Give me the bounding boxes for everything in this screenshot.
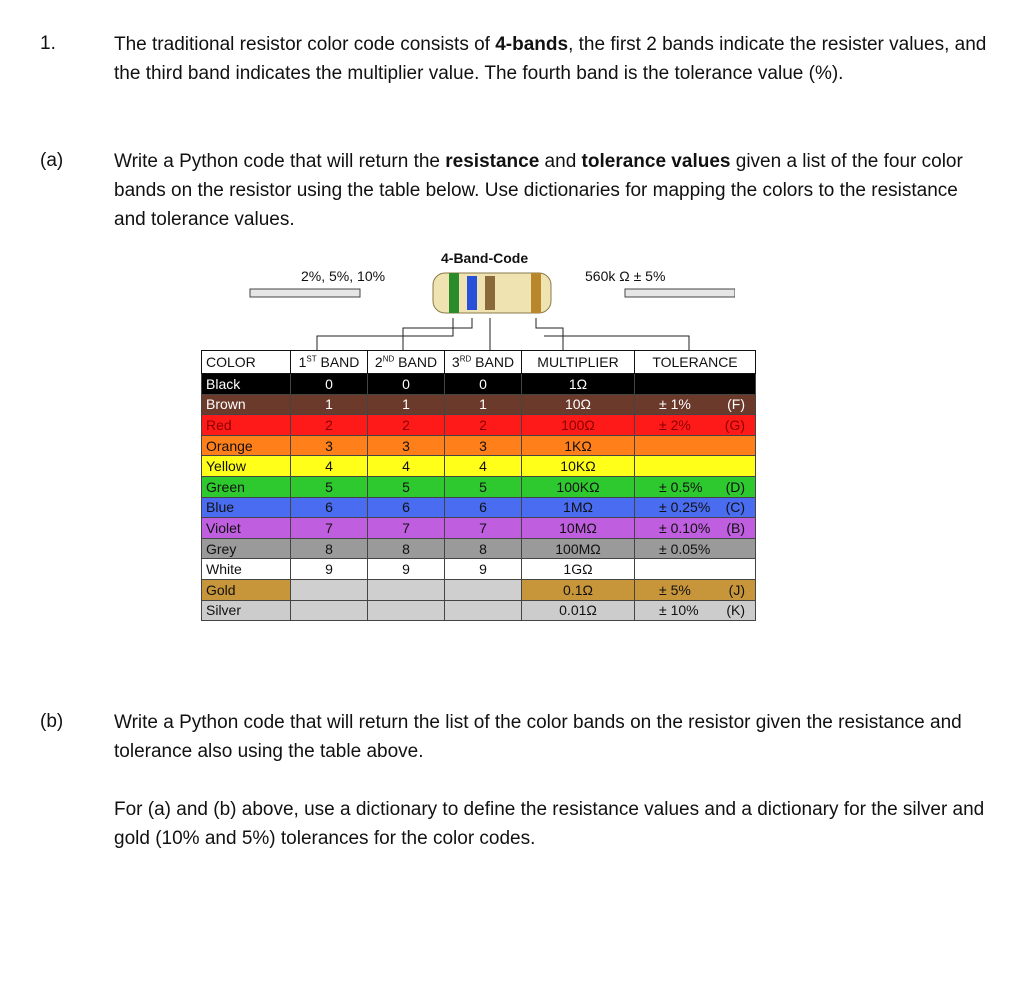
cell-multiplier: 10KΩ [522,456,635,477]
part-a-t1: Write a Python code that will return the [114,151,446,172]
cell-band-3: 8 [445,538,522,559]
table-row [202,394,756,415]
cell-tolerance [635,394,756,415]
table-row [202,600,756,621]
cell-multiplier: 1KΩ [522,435,635,456]
cell-multiplier: 0.1Ω [522,579,635,600]
table-row [202,374,756,395]
cell-multiplier: 100MΩ [522,538,635,559]
part-a-b2: tolerance values [581,151,731,172]
cell-tolerance [635,579,756,600]
cell-multiplier: 1MΩ [522,497,635,518]
cell-band-2: 3 [368,435,445,456]
cell-band-1: 2 [291,415,368,436]
cell-tolerance [635,476,756,497]
header-color: COLOR [202,351,291,374]
cell-tolerance [635,559,756,580]
cell-band-3 [445,600,522,621]
resistor-diagram [245,248,735,360]
band-4 [531,273,541,313]
header-band-1: 1ST BAND [291,351,368,374]
cell-tolerance [635,538,756,559]
cell-band-2: 2 [368,415,445,436]
question-1-bold: 4-bands [495,34,569,55]
header-tolerance: TOLERANCE [635,351,756,374]
cell-band-3: 0 [445,374,522,395]
cell-band-1: 9 [291,559,368,580]
part-b-text: Write a Python code that will return the list of the color bands on the resistor given the resistance and tolerance also using the table above. [114,712,962,762]
cell-band-1: 0 [291,374,368,395]
header-band-2: 2ND BAND [368,351,445,374]
cell-band-2: 4 [368,456,445,477]
table-row [202,579,756,600]
color-code-table [201,350,756,621]
part-a-t2: and [539,151,582,172]
table-row [202,435,756,456]
tolerance-code: (G) [724,416,745,433]
cell-tolerance [635,435,756,456]
cell-band-1: 8 [291,538,368,559]
cell-color-name: Black [202,374,291,395]
cell-band-3: 1 [445,394,522,415]
pointer-tolerance [544,336,689,350]
cell-tolerance [635,518,756,539]
header-multiplier: MULTIPLIER [522,351,635,374]
table-row [202,538,756,559]
cell-band-1: 6 [291,497,368,518]
resistor-drawing [245,248,735,360]
diagram-left-label: 2%, 5%, 10% [301,268,386,284]
tolerance-value: ± 0.5% [659,478,703,495]
cell-band-3: 5 [445,476,522,497]
tolerance-value: ± 2% [659,416,691,433]
tolerance-code: (J) [728,581,745,598]
cell-multiplier: 1GΩ [522,559,635,580]
band-1 [449,273,459,313]
part-a-number: (a) [40,150,64,171]
part-a-t3: given a list of the four color bands on the resistor using the table below. Use dictionaries for mapping the colors to the resistance and tolerance values. [114,151,963,230]
diagram-title: 4-Band-Code [441,250,529,266]
table-row [202,456,756,477]
tolerance-value: ± 10% [659,602,699,619]
tolerance-value: ± 0.05% [659,540,711,557]
cell-band-2: 7 [368,518,445,539]
cell-multiplier: 10MΩ [522,518,635,539]
cell-band-3: 3 [445,435,522,456]
cell-band-2: 1 [368,394,445,415]
cell-multiplier: 1Ω [522,374,635,395]
cell-tolerance [635,497,756,518]
cell-band-3: 2 [445,415,522,436]
cell-color-name: Violet [202,518,291,539]
cell-multiplier: 100Ω [522,415,635,436]
cell-band-1: 7 [291,518,368,539]
cell-color-name: Blue [202,497,291,518]
cell-band-1: 1 [291,394,368,415]
tolerance-code: (C) [725,499,745,516]
band-3 [485,276,495,310]
question-1-text [114,30,994,88]
cell-band-3: 4 [445,456,522,477]
header-band-3: 3RD BAND [445,351,522,374]
question-1-text-b: , the first 2 bands indicate the resister values, and the third band indicates the multiplier value. The fourth band is the tolerance value (%). [114,34,987,84]
tolerance-code: (B) [726,519,745,536]
cell-band-3: 9 [445,559,522,580]
tolerance-value: ± 0.10% [659,519,711,536]
cell-band-3: 7 [445,518,522,539]
cell-band-1 [291,600,368,621]
cell-band-2 [368,579,445,600]
table-header-row [202,351,756,374]
part-b-note: For (a) and (b) above, use a dictionary to define the resistance values and a dictionary for the silver and gold (10% and 5%) tolerances for the color codes. [114,799,985,849]
cell-tolerance [635,600,756,621]
cell-band-2: 5 [368,476,445,497]
cell-band-3: 6 [445,497,522,518]
tolerance-code: (D) [725,478,745,495]
cell-color-name: Red [202,415,291,436]
right-lead [625,289,735,297]
cell-band-1: 4 [291,456,368,477]
table-row [202,497,756,518]
cell-multiplier: 0.01Ω [522,600,635,621]
cell-color-name: Yellow [202,456,291,477]
cell-band-2: 9 [368,559,445,580]
tolerance-code: (K) [726,602,745,619]
cell-band-2 [368,600,445,621]
pointer-band-2 [403,318,472,350]
cell-multiplier: 10Ω [522,394,635,415]
band-2 [467,276,477,310]
cell-band-2: 6 [368,497,445,518]
table-row [202,518,756,539]
part-a-b1: resistance [445,151,540,172]
part-a-text [114,147,994,234]
cell-color-name: Gold [202,579,291,600]
cell-multiplier: 100KΩ [522,476,635,497]
cell-color-name: Silver [202,600,291,621]
question-1-text-a: The traditional resistor color code consists of [114,34,496,55]
pointer-multiplier [536,318,563,350]
tolerance-code: (F) [727,396,745,413]
cell-band-1: 3 [291,435,368,456]
pointer-band-1 [317,318,453,350]
cell-tolerance [635,456,756,477]
cell-band-3 [445,579,522,600]
left-lead [250,289,360,297]
tolerance-value: ± 1% [659,396,691,413]
cell-band-2: 0 [368,374,445,395]
table-row [202,559,756,580]
table-row [202,415,756,436]
cell-color-name: White [202,559,291,580]
cell-band-1 [291,579,368,600]
tolerance-value: ± 5% [659,581,691,598]
question-number-1: 1. [40,33,56,54]
cell-tolerance [635,374,756,395]
cell-band-1: 5 [291,476,368,497]
cell-band-2: 8 [368,538,445,559]
cell-tolerance [635,415,756,436]
table-row [202,476,756,497]
cell-color-name: Orange [202,435,291,456]
tolerance-value: ± 0.25% [659,499,711,516]
cell-color-name: Grey [202,538,291,559]
cell-color-name: Green [202,476,291,497]
diagram-right-label: 560k Ω ± 5% [585,268,666,284]
part-b-number: (b) [40,711,64,732]
cell-color-name: Brown [202,394,291,415]
